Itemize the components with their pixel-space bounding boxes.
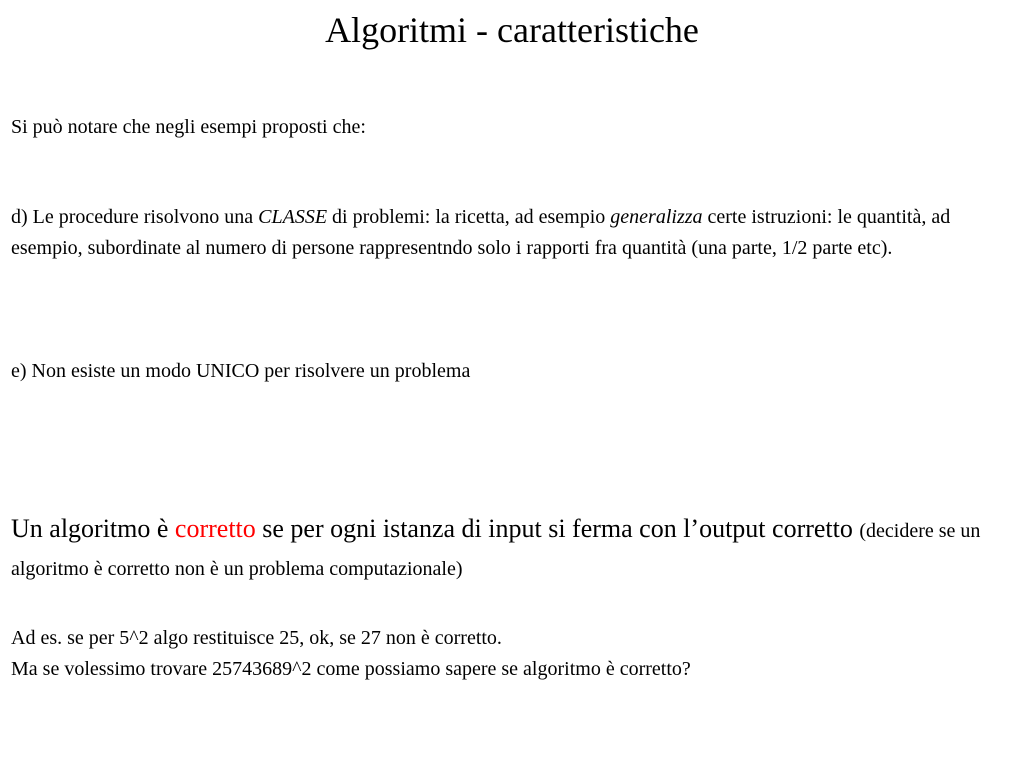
slide-title: Algoritmi - caratteristiche: [325, 10, 699, 50]
definition-text-1: Un algoritmo è: [11, 514, 175, 543]
definition-highlight-corretto: corretto: [174, 514, 256, 543]
point-e-text: e) Non esiste un modo UNICO per risolvere un problema: [11, 360, 471, 382]
point-d-text-2: di problemi: la ricetta, ad esempio: [327, 206, 611, 228]
example-line-2: Ma se volessimo trovare 25743689^2 come possiamo sapere se algoritmo è corretto?: [11, 658, 691, 680]
definition-note: (decidere se un algoritmo è corretto non è un problema computazionale): [11, 520, 981, 580]
point-d-italic-generalizza: generalizza: [610, 206, 703, 228]
point-d-text-1: d) Le procedure risolvono una: [11, 206, 259, 228]
definition-text-2: se per ogni istanza di input si ferma con l’output corretto: [255, 514, 860, 543]
point-d-text-3: certe istruzioni: le quantità, ad esempio, subordinate al numero di persone rappresentndo solo i rapporti fra quantità (una parte, 1/2 parte etc).: [11, 206, 951, 259]
intro-text: Si può notare che negli esempi proposti che:: [11, 116, 366, 138]
point-d-italic-classe: CLASSE: [258, 206, 328, 228]
example-paragraph: [11, 623, 1016, 685]
point-d-paragraph: [11, 202, 1016, 264]
definition-paragraph: [11, 511, 1016, 587]
example-line-1: Ad es. se per 5^2 algo restituisce 25, ok, se 27 non è corretto.: [11, 627, 502, 649]
